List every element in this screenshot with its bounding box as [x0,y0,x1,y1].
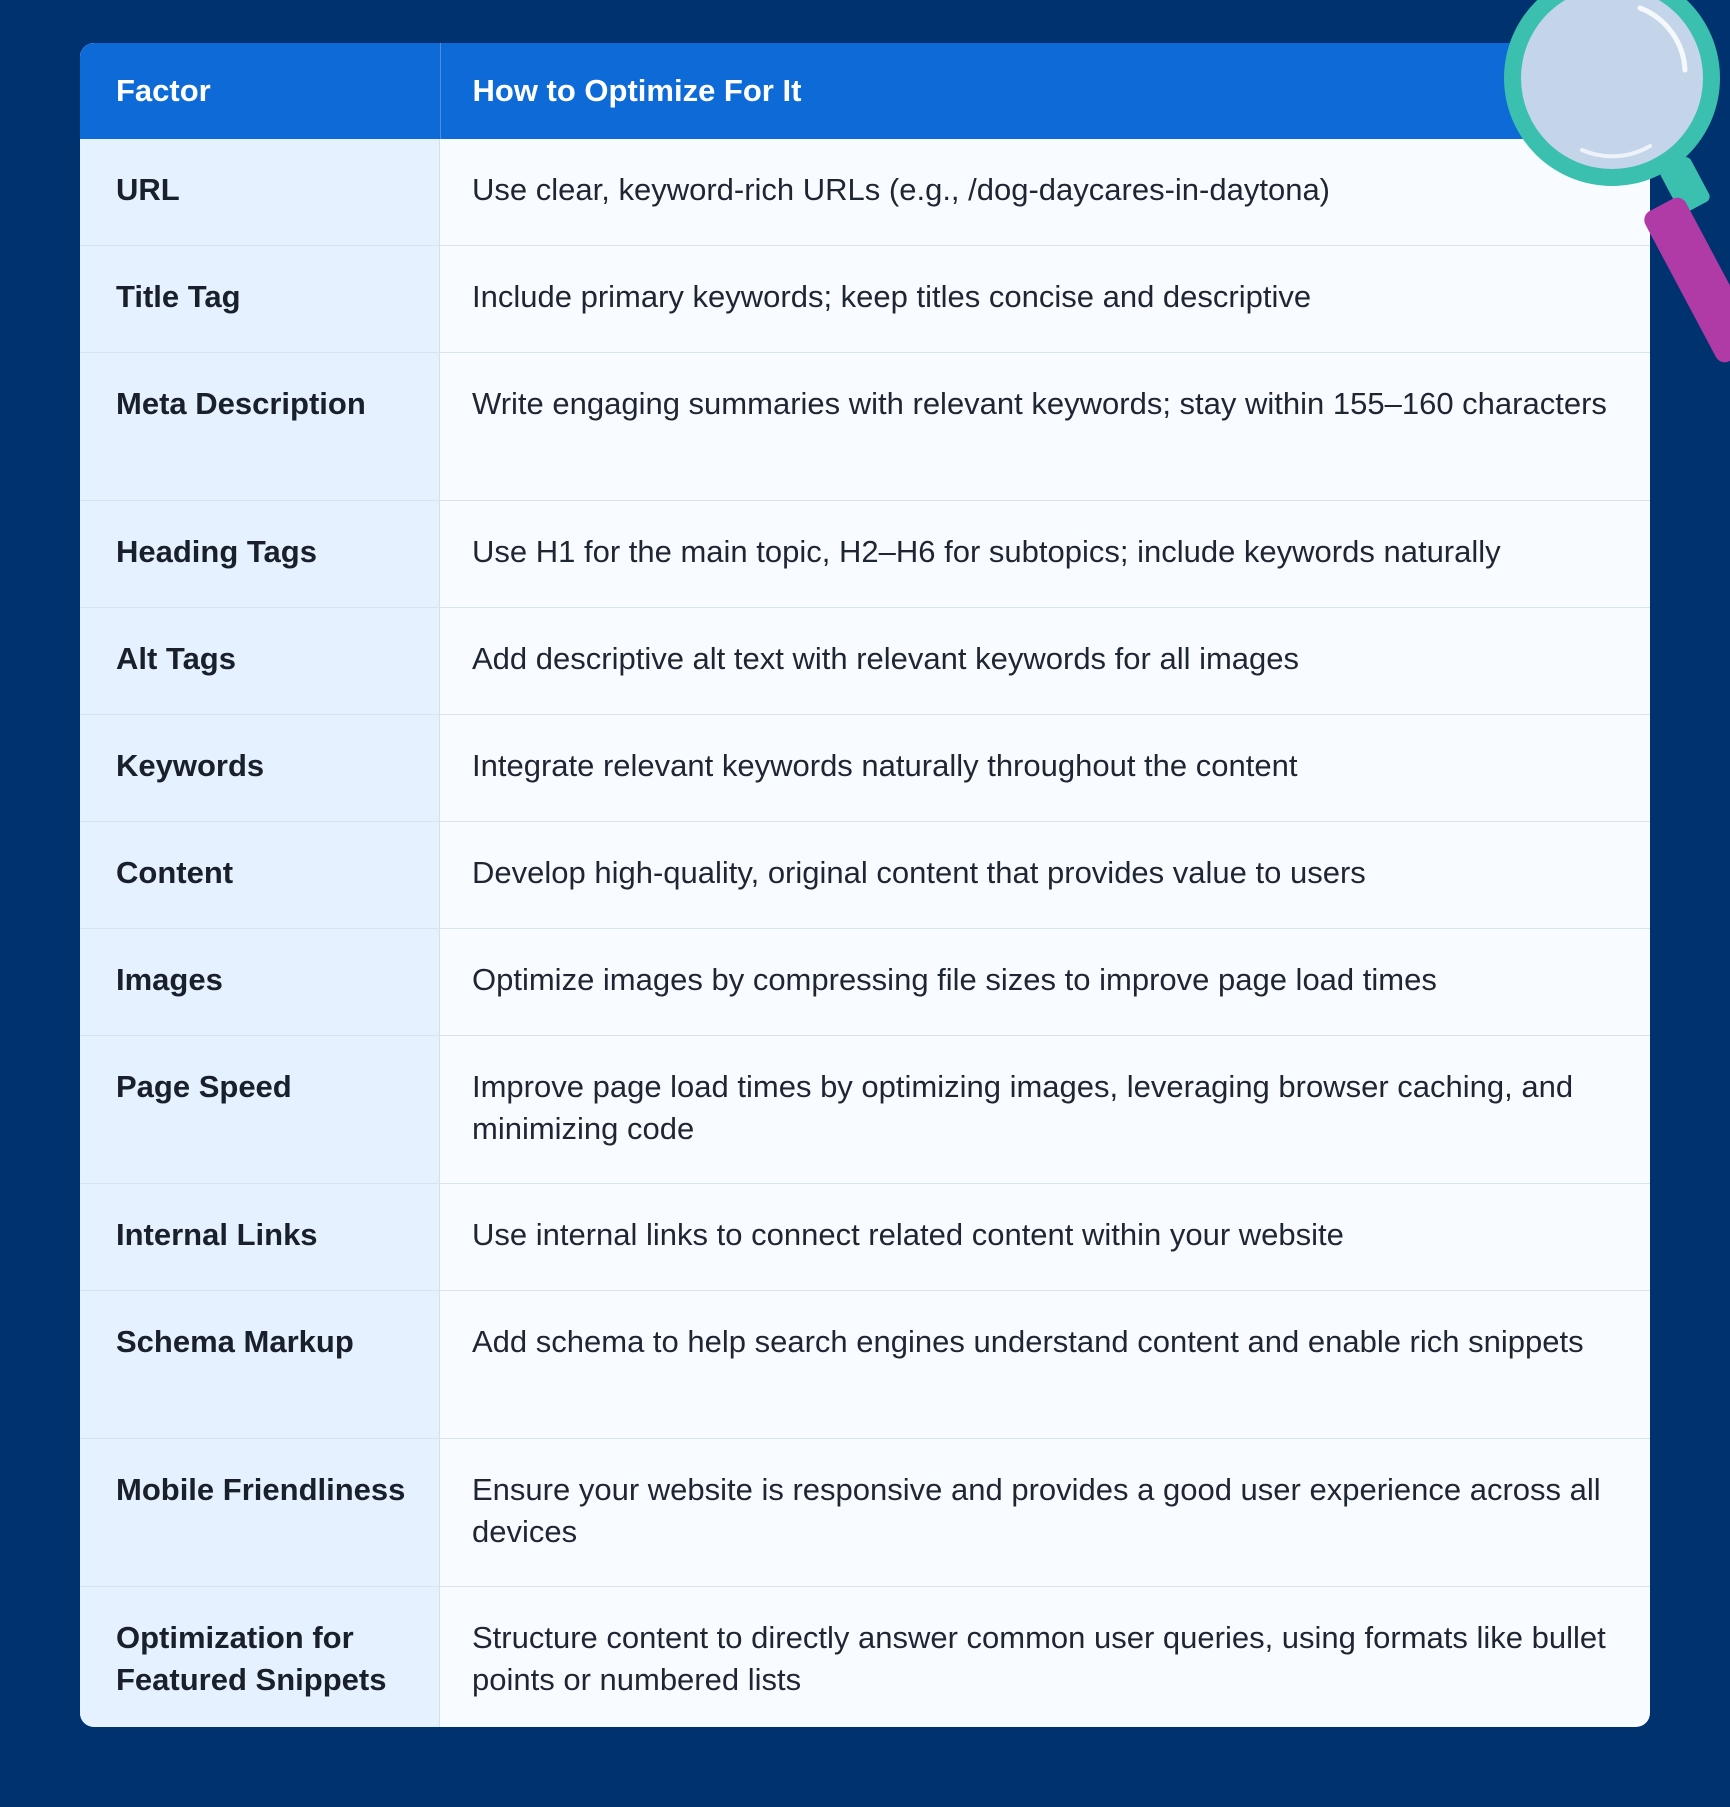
optimization-cell: Integrate relevant keywords naturally throughout the content [440,715,1650,822]
table-row [80,715,1650,822]
optimization-cell: Improve page load times by optimizing images, leveraging browser caching, and minimizing code [440,1036,1650,1184]
optimization-cell: Develop high-quality, original content that provides value to users [440,822,1650,929]
table-row [80,1184,1650,1291]
factor-cell: Internal Links [80,1184,440,1291]
table-row [80,822,1650,929]
optimization-cell: Add descriptive alt text with relevant keywords for all images [440,608,1650,715]
magnifier-handle [1641,155,1730,366]
optimization-cell: Use internal links to connect related content within your website [440,1184,1650,1291]
seo-factors-table [80,43,1650,1727]
factor-cell: Mobile Friendliness [80,1439,440,1587]
magnifying-glass-icon [1490,0,1730,390]
seo-factors-card [80,43,1650,1727]
table-row [80,501,1650,608]
table-row [80,1439,1650,1587]
table-row [80,246,1650,353]
optimization-cell: Add schema to help search engines understand content and enable rich snippets [440,1291,1650,1439]
optimization-cell: Use H1 for the main topic, H2–H6 for subtopics; include keywords naturally [440,501,1650,608]
table-row [80,1291,1650,1439]
optimization-cell: Write engaging summaries with relevant keywords; stay within 155–160 characters [440,353,1650,501]
factor-cell: Title Tag [80,246,440,353]
factor-cell: Content [80,822,440,929]
factor-cell: Images [80,929,440,1036]
table-row [80,139,1650,246]
header-factor: Factor [80,43,440,139]
table-header-row [80,43,1650,139]
optimization-cell: Structure content to directly answer common user queries, using formats like bullet points or numbered lists [440,1587,1650,1728]
factor-cell: Schema Markup [80,1291,440,1439]
optimization-cell: Use clear, keyword-rich URLs (e.g., /dog-daycares-in-daytona) [472,172,1331,207]
factor-cell: Page Speed [80,1036,440,1184]
table-row [80,1036,1650,1184]
factor-cell: Heading Tags [80,501,440,608]
factor-cell: Meta Description [80,353,440,501]
factor-cell: Optimization for Featured Snippets [80,1587,440,1728]
factor-cell: Keywords [80,715,440,822]
header-how-to-optimize: How to Optimize For It [440,43,1650,139]
factor-cell: URL [116,172,180,207]
table-row [80,929,1650,1036]
optimization-cell: Optimize images by compressing file sizes to improve page load times [440,929,1650,1036]
factor-cell: Alt Tags [80,608,440,715]
optimization-cell: Ensure your website is responsive and provides a good user experience across all devices [440,1439,1650,1587]
optimization-cell: Include primary keywords; keep titles concise and descriptive [440,246,1650,353]
table-row [80,353,1650,501]
table-row [80,1587,1650,1728]
table-row [80,608,1650,715]
